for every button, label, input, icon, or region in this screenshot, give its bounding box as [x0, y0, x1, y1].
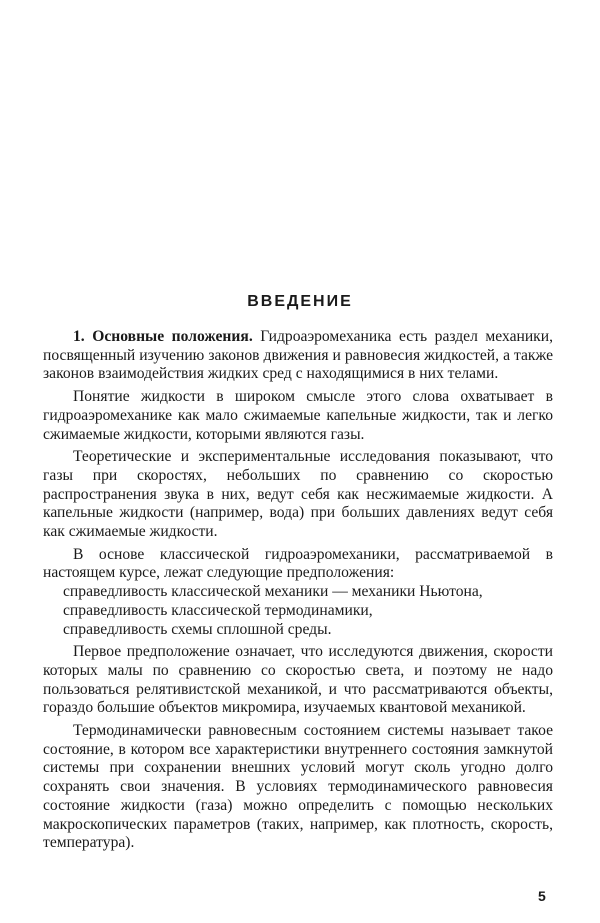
- paragraph-fluid-concept: Понятие жидкости в широком смысле этого слова охватывает в гидроаэромеханике как мало сжимаемые капельные жидкости, так и легко сжимаемые жидкости, которыми являются газы.: [43, 388, 553, 443]
- paragraph-compressibility: Теоретические и экспериментальные исследования показывают, что газы при скоростях, небольших по сравнению со скоростью распространения звука в них, ведут себя как несжимаемые жидкости. А капельные жидкости (например, вода) при больших давлениях ведут себя как сжимаемые жидкости.: [43, 448, 553, 541]
- page-number: 5: [538, 888, 546, 904]
- paragraph-thermodynamic-equilibrium: Термодинамически равновесным состоянием системы называет такое состояние, в котором все характеристики внутреннего состояния замкнутой системы при сохранении внешних условий могут сколь угодно долго сохранять свои значения. В условиях термодинамического равновесия состояние жидкости (газа) можно определить с помощью нескольких макроскопических параметров (таких, например, как плотность, скорость, температура).: [43, 722, 553, 852]
- assumption-item: справедливость классической термодинамики,: [63, 601, 373, 619]
- section-lead-text: Гидроаэромеханика есть раздел механики, посвященный изучению законов движения и равновесия жидкостей, а также законов взаимодействия жидких сред с находящимися в них телами.: [43, 328, 553, 383]
- chapter-heading: ВВЕДЕНИЕ: [247, 293, 353, 310]
- assumptions-list: [43, 583, 553, 639]
- section-lead: 1. Основные положения.: [73, 328, 253, 345]
- paragraph-definition: [43, 328, 553, 384]
- assumption-item: справедливость схемы сплошной среды.: [63, 620, 332, 638]
- paragraph-first-assumption: Первое предположение означает, что исследуются движения, скорости которых малы по сравнению со скоростью света, и поэтому не надо пользоваться релятивистской механикой, и что рассматриваются объекты, гораздо большие объектов микромира, изучаемых квантовой механикой.: [43, 643, 553, 717]
- assumption-item: справедливость классической механики — механики Ньютона,: [63, 583, 483, 601]
- body-text: [43, 328, 553, 853]
- paragraph-assumptions-intro: В основе классической гидроаэромеханики, рассматриваемой в настоящем курсе, лежат следующие предположения:: [43, 545, 553, 582]
